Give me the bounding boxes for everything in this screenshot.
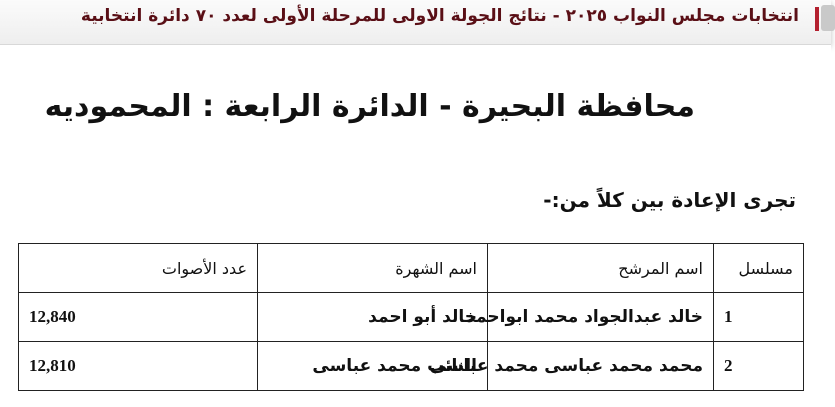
page-title: محافظة البحيرة - الدائرة الرابعة : المحموديه xyxy=(44,89,695,124)
top-banner xyxy=(0,0,831,45)
logo-mark-icon xyxy=(821,5,835,31)
cell-serial: 1 xyxy=(714,293,804,342)
banner-accent-mark xyxy=(815,7,819,31)
banner-title: انتخابات مجلس النواب ٢٠٢٥ - نتائج الجولة الاولى للمرحلة الأولى لعدد ٧٠ دائرة انتخابية xyxy=(80,6,799,26)
runoff-subtitle: تجرى الإعادة بين كلاً من:- xyxy=(543,188,796,212)
column-header-fame: اسم الشهرة xyxy=(258,244,488,293)
column-header-votes: عدد الأصوات xyxy=(19,244,258,293)
column-header-candidate: اسم المرشح xyxy=(488,244,714,293)
cell-candidate: خالد عبدالجواد محمد ابواحمد xyxy=(488,293,714,342)
cell-serial: 2 xyxy=(714,342,804,391)
cell-votes: 12,810 xyxy=(19,342,258,391)
results-slide xyxy=(0,45,831,407)
table-row xyxy=(19,342,804,391)
results-table xyxy=(18,243,804,391)
cell-fame: النائب محمد عباسى xyxy=(258,342,488,391)
cell-votes: 12,840 xyxy=(19,293,258,342)
table-header-row xyxy=(19,244,804,293)
table-row xyxy=(19,293,804,342)
cell-candidate: محمد محمد عباسى محمد عباسى xyxy=(488,342,714,391)
column-header-serial: مسلسل xyxy=(714,244,804,293)
cell-fame: خالد أبو احمد xyxy=(258,293,488,342)
